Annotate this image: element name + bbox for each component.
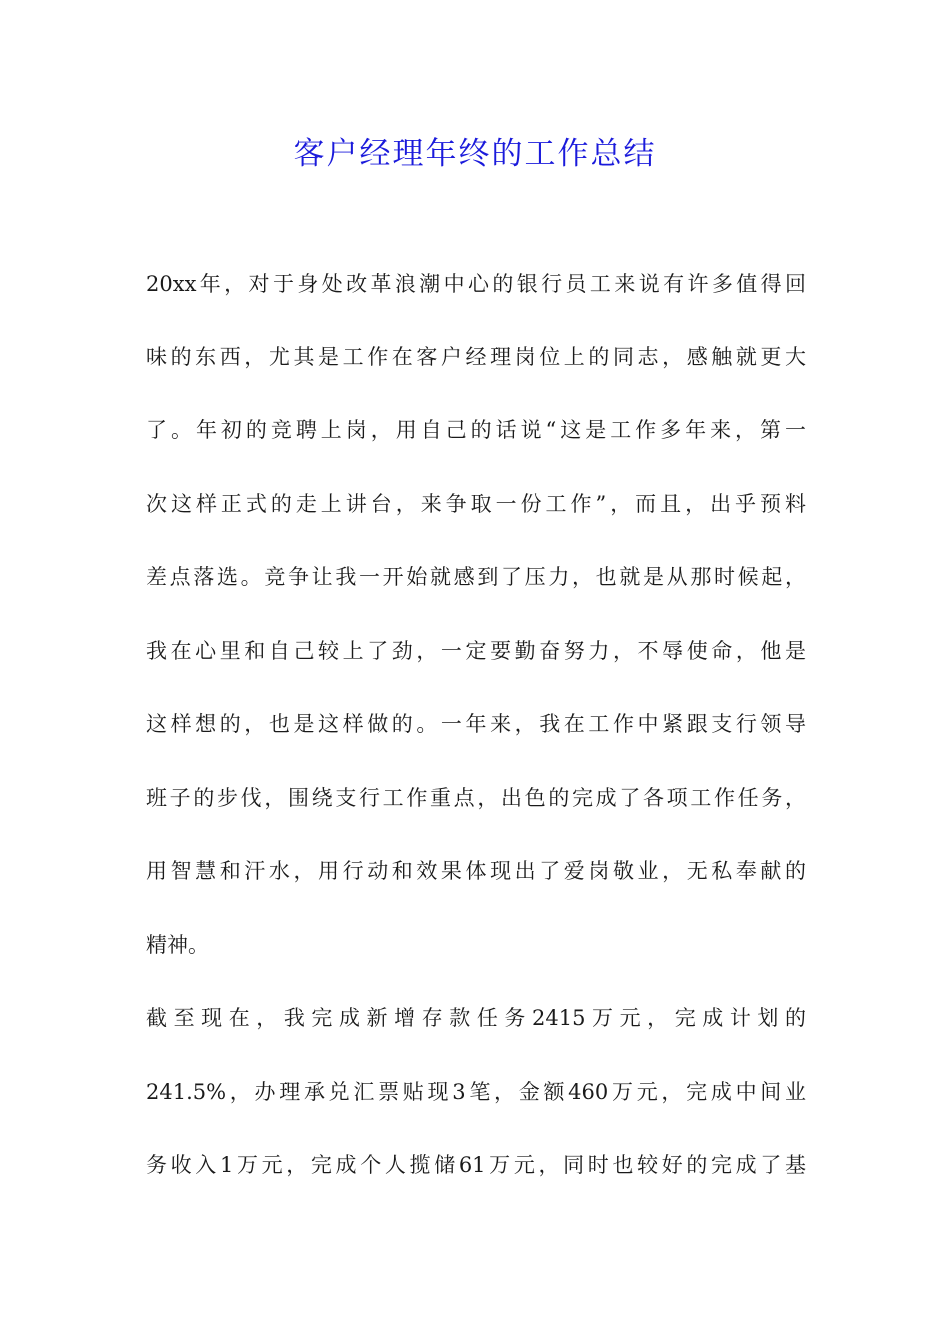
paragraph-line: 我在心里和自己较上了劲，一定要勤奋努力，不辱使命，他是: [146, 639, 806, 663]
paragraph-line: 差点落选。竞争让我一开始就感到了压力，也就是从那时候起，: [146, 565, 806, 589]
paragraph-line: 次这样正式的走上讲台，来争取一份工作”，而且，出乎预料: [146, 492, 806, 516]
paragraph-line: 这样想的，也是这样做的。一年来，我在工作中紧跟支行领导: [146, 712, 806, 736]
paragraph-line: 味的东西，尤其是工作在客户经理岗位上的同志，感触就更大: [146, 345, 806, 369]
paragraph-line: 班子的步伐，围绕支行工作重点，出色的完成了各项工作任务，: [146, 786, 806, 810]
document-title: 客户经理年终的工作总结: [293, 136, 657, 172]
paragraph-line: 20xx年，对于身处改革浪潮中心的银行员工来说有许多值得回: [146, 272, 806, 296]
paragraph-line: 用智慧和汗水，用行动和效果体现出了爱岗敬业，无私奉献的: [146, 859, 806, 883]
paragraph-line: 241.5%，办理承兑汇票贴现3笔，金额460万元，完成中间业: [146, 1080, 806, 1104]
paragraph-line: 精神。: [146, 933, 209, 957]
paragraph-line: 了。年初的竞聘上岗，用自己的话说“这是工作多年来，第一: [146, 418, 806, 442]
paragraph-line: 务收入1万元，完成个人揽储61万元，同时也较好的完成了基: [146, 1153, 806, 1177]
paragraph-line: 截至现在，我完成新增存款任务2415万元，完成计划的: [146, 1006, 806, 1030]
